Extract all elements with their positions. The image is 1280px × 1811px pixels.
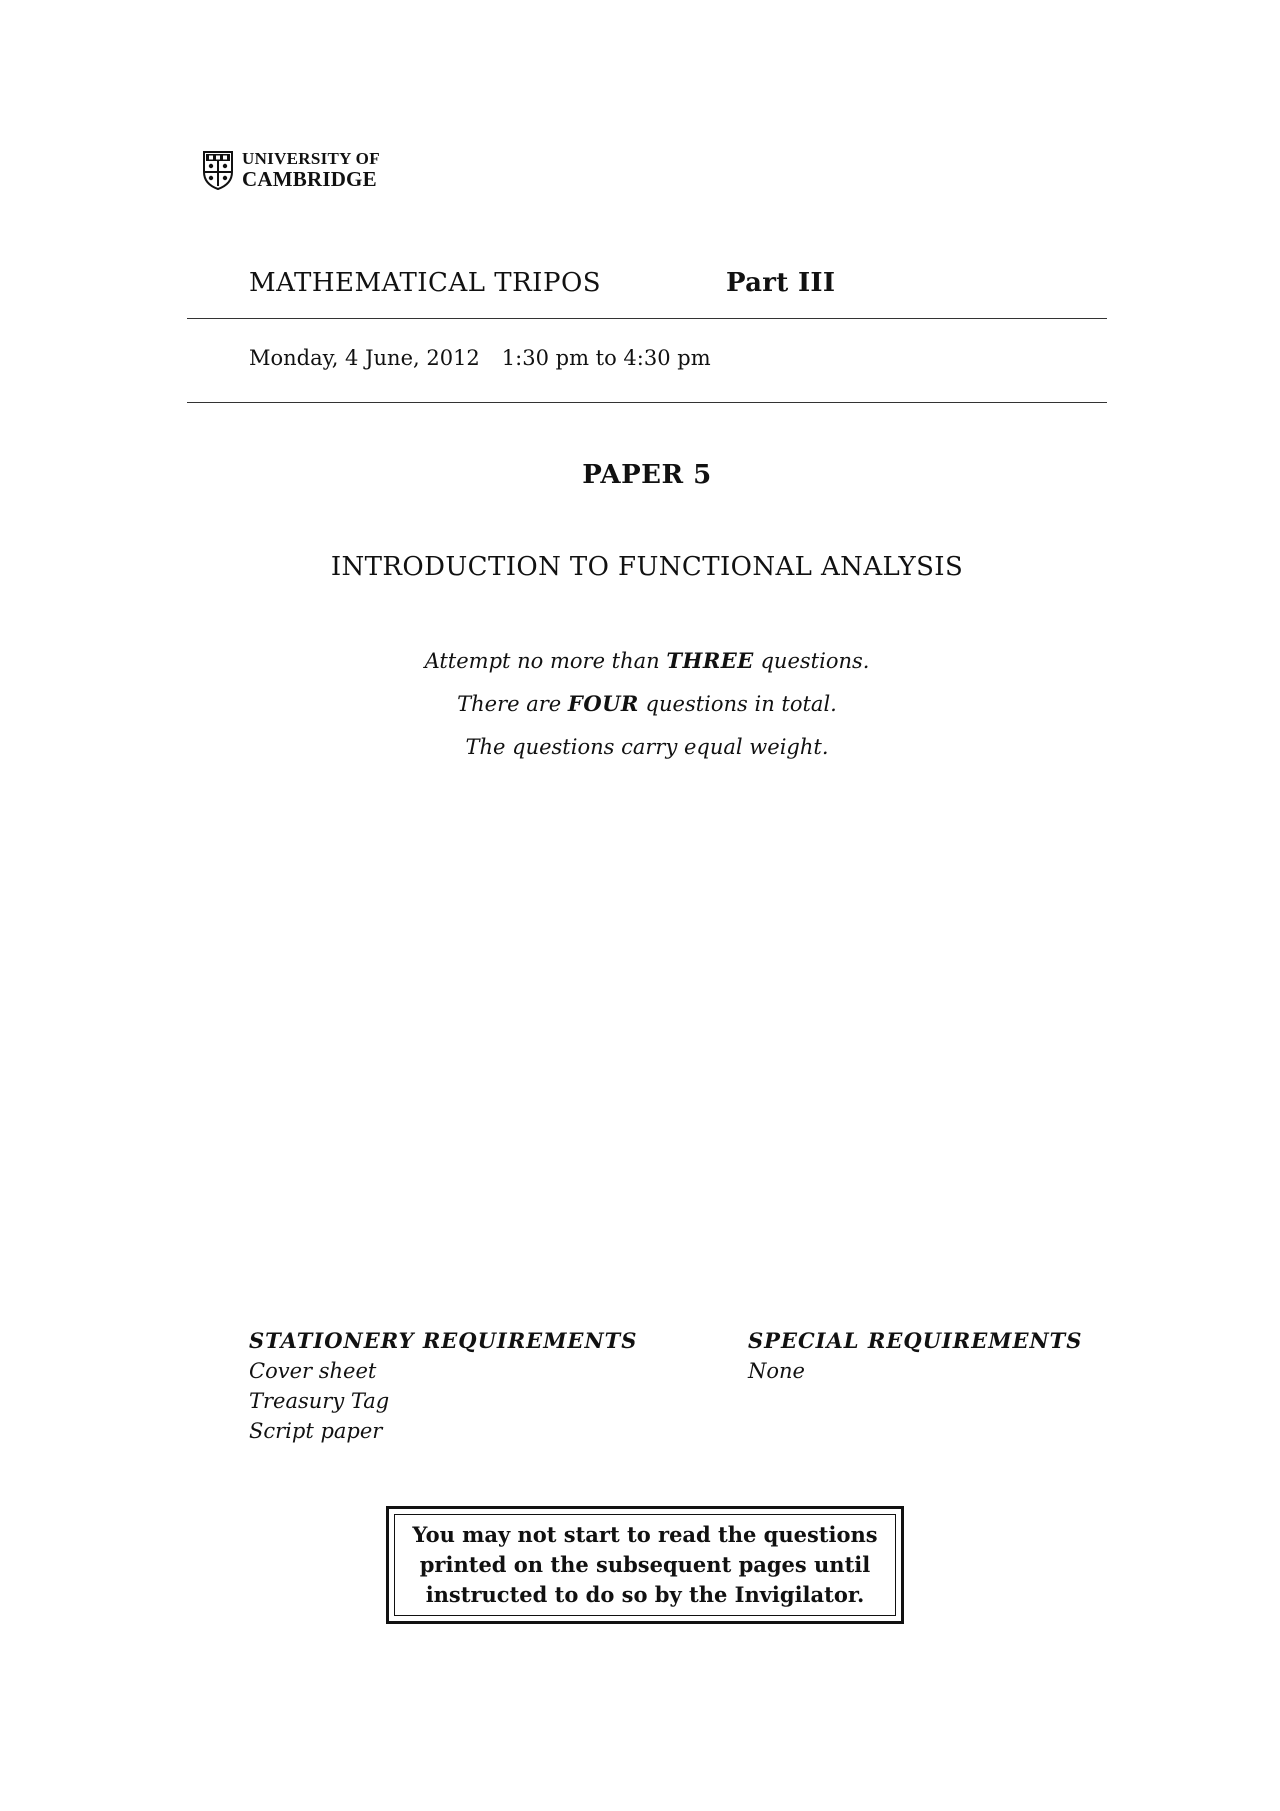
logo-wordmark (242, 150, 380, 190)
header-rule-bottom (187, 402, 1107, 403)
university-logo (202, 150, 380, 190)
paper-title: INTRODUCTION TO FUNCTIONAL ANALYSIS (330, 552, 964, 582)
invigilator-notice-box (386, 1506, 904, 1624)
stationery-requirements-list (249, 1356, 389, 1446)
cambridge-crest-icon (202, 150, 234, 190)
notice-line: instructed to do so by the Invigilator. (425, 1582, 865, 1607)
logo-line-cambridge: CAMBRIDGE (242, 166, 377, 191)
list-item: Treasury Tag (249, 1389, 390, 1413)
notice-line: You may not start to read the questions (412, 1522, 878, 1547)
instruction-emphasis: FOUR (567, 691, 639, 716)
special-requirements-list (748, 1356, 805, 1386)
instruction-attempt: Attempt no more than THREE questions. (424, 648, 870, 673)
instruction-total: There are FOUR questions in total. (457, 691, 837, 716)
notice-line: printed on the subsequent pages until (419, 1552, 871, 1577)
tripos-title: MATHEMATICAL TRIPOS (249, 268, 602, 298)
instruction-weight: The questions carry equal weight. (465, 735, 829, 759)
special-requirements-heading: SPECIAL REQUIREMENTS (748, 1328, 1083, 1353)
logo-line-university: UNIVERSITY OF (242, 149, 380, 169)
stationery-requirements-heading: STATIONERY REQUIREMENTS (249, 1328, 638, 1353)
tripos-part: Part III (726, 268, 836, 298)
instruction-emphasis: THREE (666, 648, 754, 673)
exam-time: 1:30 pm to 4:30 pm (501, 346, 711, 370)
paper-number: PAPER 5 (582, 460, 712, 490)
list-item: Cover sheet (249, 1359, 377, 1383)
list-item: Script paper (249, 1419, 383, 1443)
header-rule-top (187, 318, 1107, 319)
exam-date-line (249, 346, 711, 370)
exam-date: Monday, 4 June, 2012 (249, 346, 480, 370)
list-item: None (748, 1359, 805, 1383)
invigilator-notice (394, 1514, 896, 1616)
